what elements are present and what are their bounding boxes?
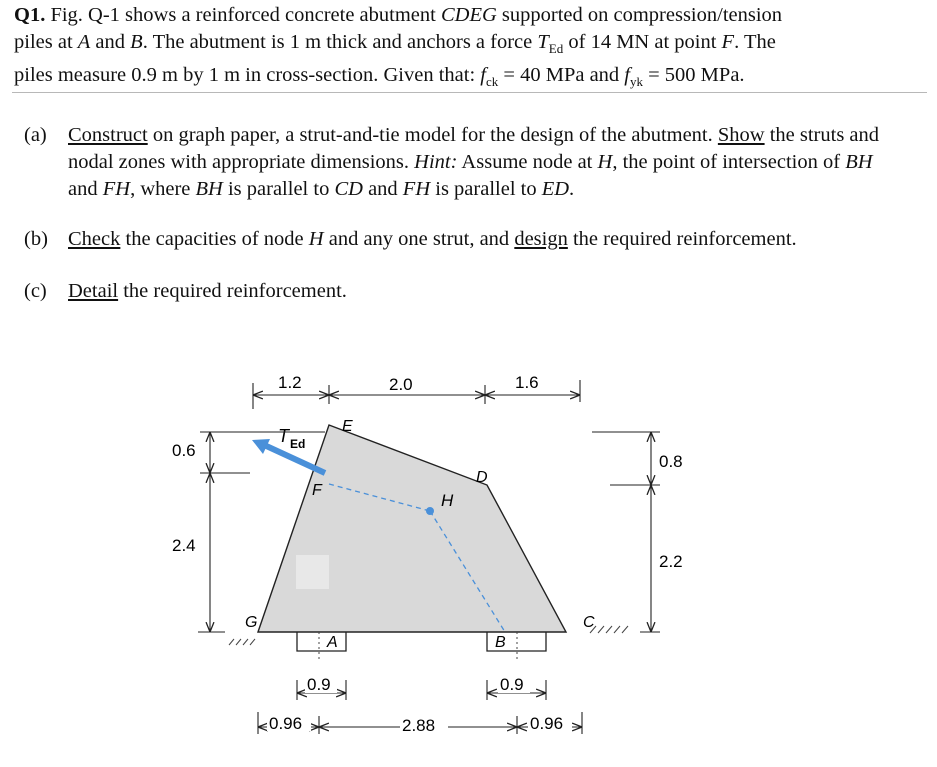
label-b: B xyxy=(495,634,506,651)
label-g: G xyxy=(245,614,258,631)
dim-bottom-2: 2.88 xyxy=(402,716,436,735)
dim-pile-b: 0.9 xyxy=(500,675,524,694)
dim-left-main: 2.4 xyxy=(172,536,196,555)
label-t: T xyxy=(278,426,289,446)
part-c-label: (c) xyxy=(24,280,47,302)
dim-top-2: 2.0 xyxy=(389,375,413,394)
dim-right-main: 2.2 xyxy=(659,552,683,571)
dim-bottom-3: 0.96 xyxy=(530,714,564,733)
dim-pile-a: 0.9 xyxy=(307,675,331,694)
dim-top-3: 1.6 xyxy=(515,373,539,392)
support-hatch-c xyxy=(590,626,628,633)
part-a-label: (a) xyxy=(24,124,47,146)
label-c: C xyxy=(583,614,595,631)
label-ed: Ed xyxy=(290,437,306,451)
dim-top-1: 1.2 xyxy=(278,373,302,392)
dim-right-top: 0.8 xyxy=(659,452,683,471)
part-b-label: (b) xyxy=(24,228,48,250)
label-a: A xyxy=(327,634,338,651)
question-text: Q1. Fig. Q-1 shows a reinforced concrete abutment CDEG supported on compression/tension piles at A and B. The abutment is 1 m thick and anchors a force $T_{Ed}$ of 14 MN at point F. The piles measure 0.9 m by 1 m in cross-section. Given that: $f_{ck} = 40$ MPa and $f_{yk} = 500$ MPa. xyxy=(14,4,783,90)
label-f: F xyxy=(312,482,322,499)
dim-bottom-1: 0.96 xyxy=(269,714,303,733)
support-hatch-g xyxy=(229,639,255,645)
node-h xyxy=(426,507,434,515)
label-h: H xyxy=(441,491,454,510)
label-e: E xyxy=(342,418,353,435)
dim-left-top: 0.6 xyxy=(172,441,196,460)
panel-highlight xyxy=(296,555,329,589)
abutment-body xyxy=(258,425,566,632)
question-number: Q1. xyxy=(14,4,46,26)
pile-a xyxy=(297,632,346,651)
label-d: D xyxy=(476,469,488,486)
